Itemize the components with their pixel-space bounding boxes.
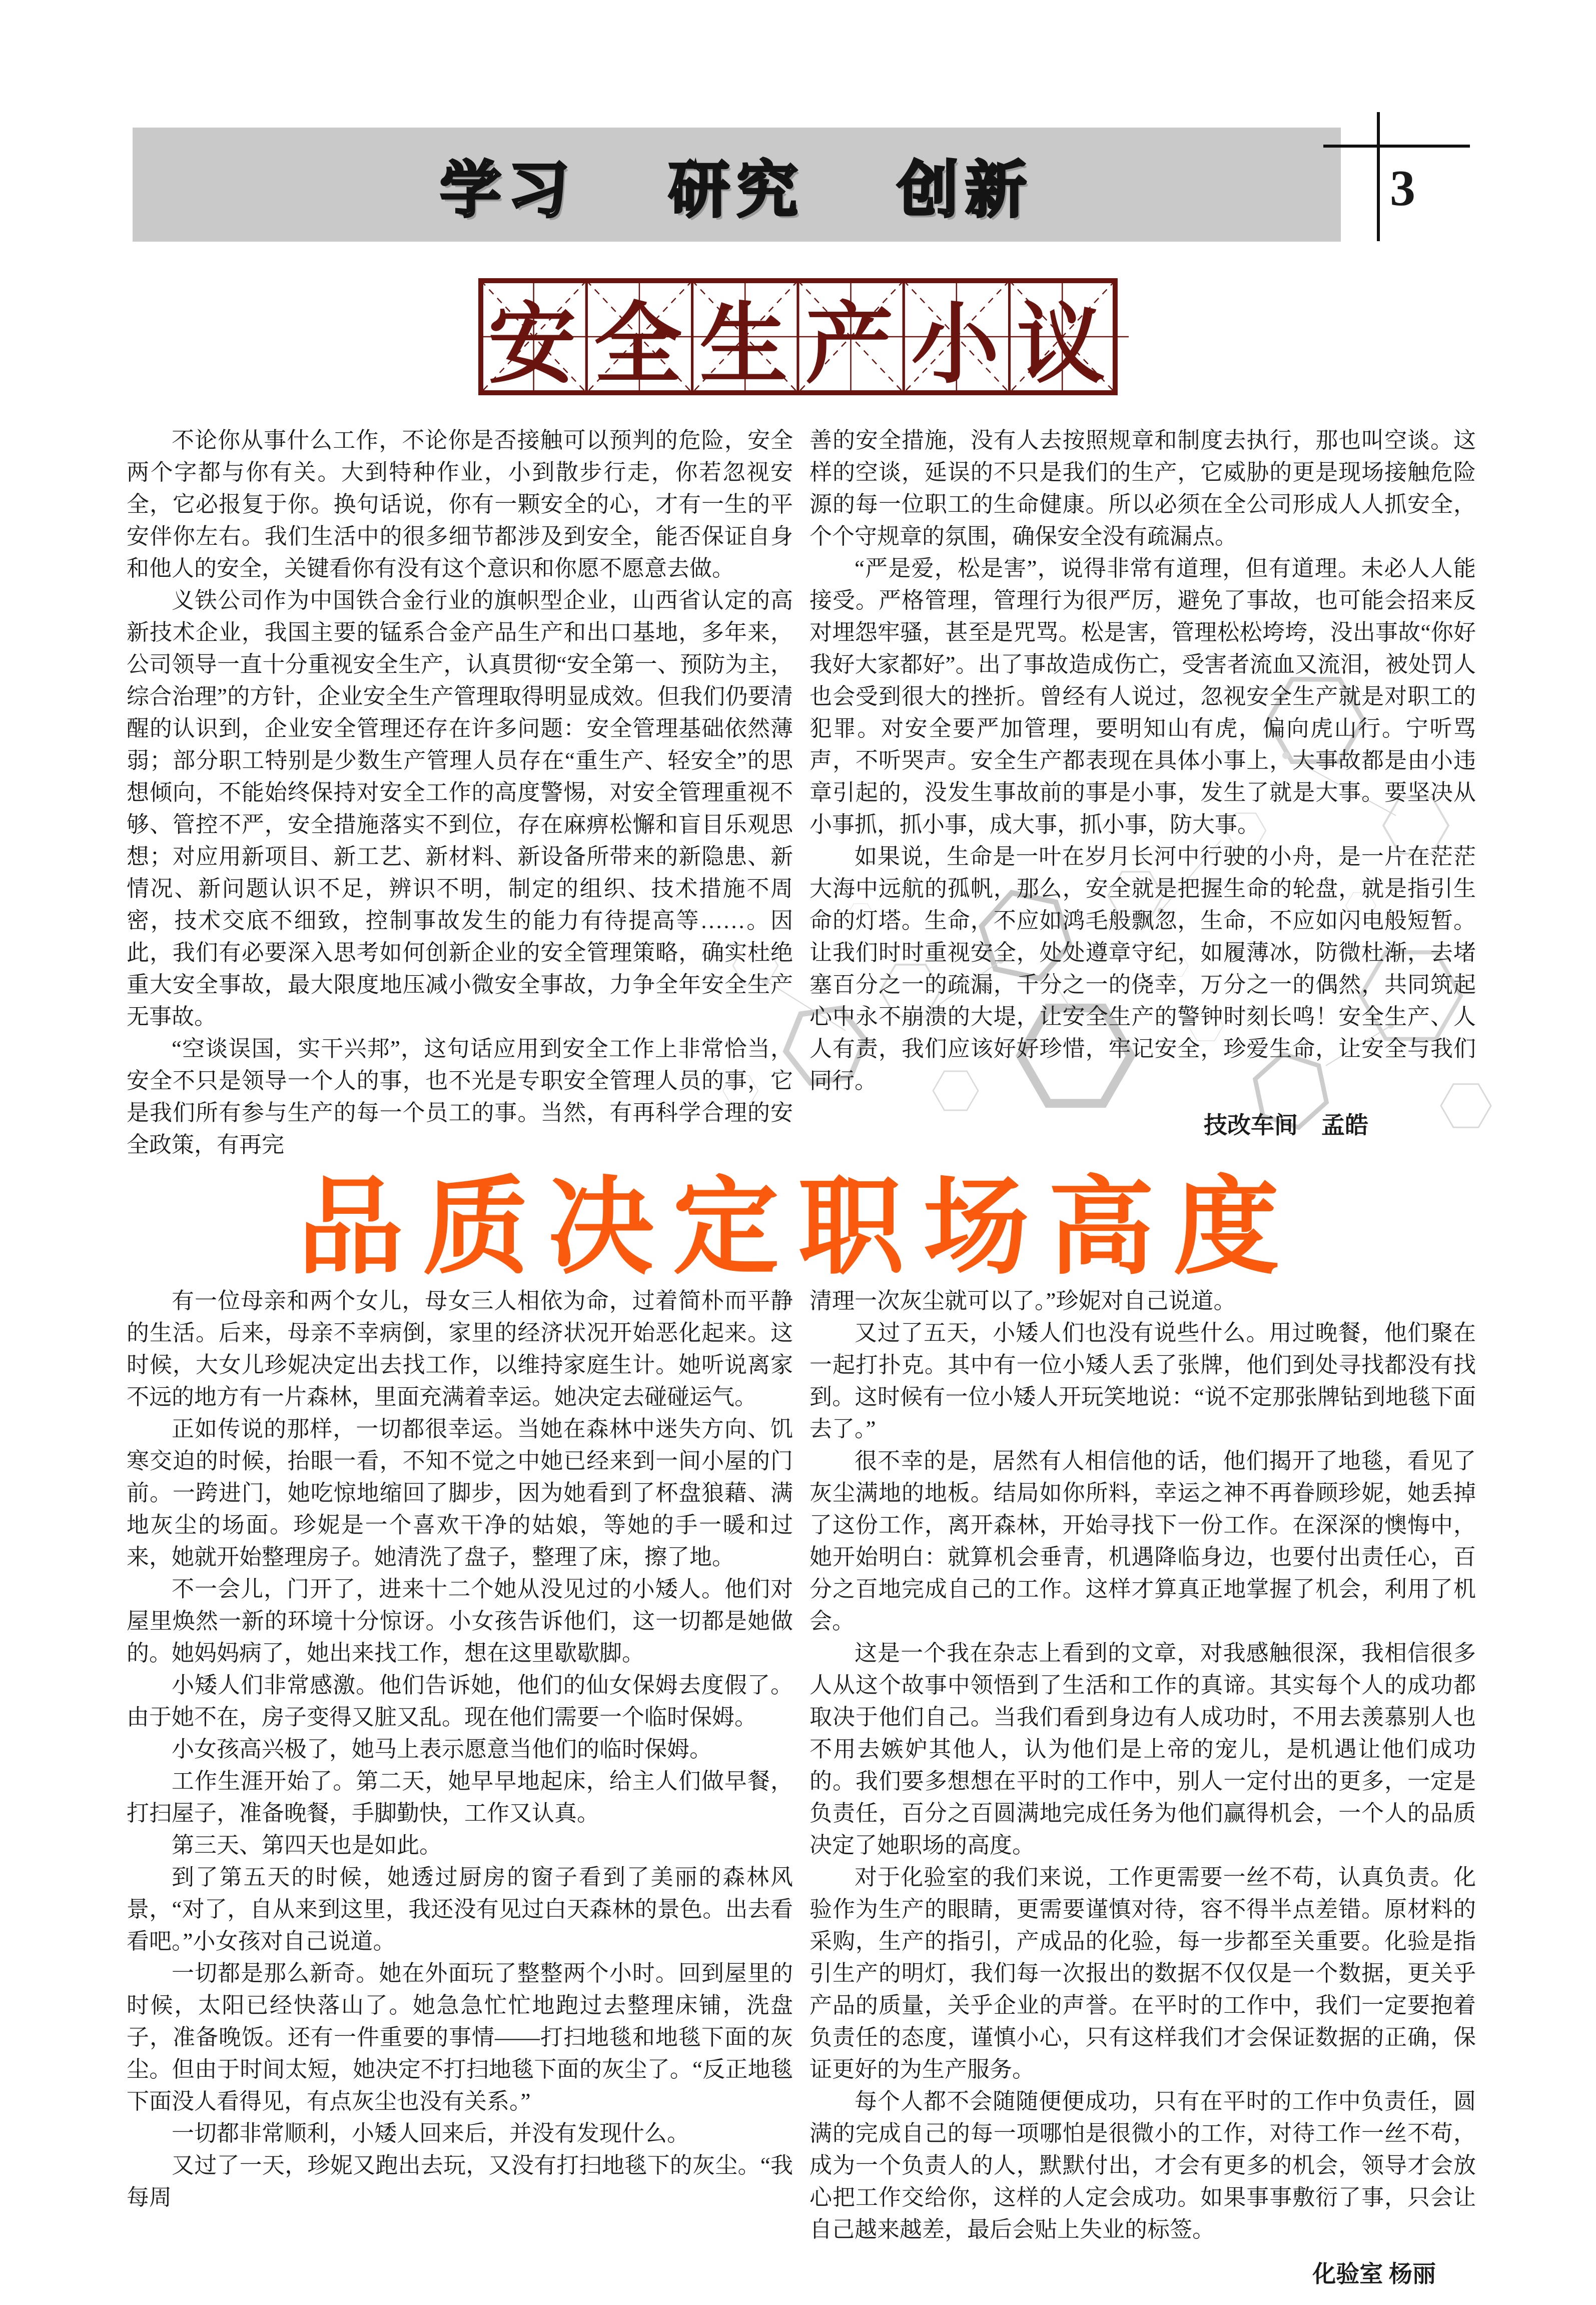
masthead-word-innovate: 创新 bbox=[897, 156, 1034, 224]
title-char: 生 bbox=[699, 296, 788, 394]
paragraph: 第三天、第四天也是如此。 bbox=[172, 1833, 442, 1858]
paragraph: 正如传说的那样，一切都很幸运。当她在森林中迷失方向、饥寒交迫的时候，抬眼一看，不知不觉之中她已经来到一间小屋的门前。一跨进门，她吃惊地缩回了脚步，因为她看到了杯盘狼藉、满地灰尘的场面。珍妮是一个喜欢干净的姑娘，等她的手一暖和过来，她就开始整理房子。她清洗了盘子，整理了床，擦了地。 bbox=[127, 1416, 793, 1570]
masthead-banner bbox=[133, 128, 1341, 242]
article1-title bbox=[479, 279, 1114, 394]
paragraph: 到了第五天的时候，她透过厨房的窗子看到了美丽的森林风景，“对了，自从来到这里，我还没有见过白天森林的景色。出去看看吧。”小女孩对自己说道。 bbox=[127, 1865, 793, 1954]
article2-right-paragraphs bbox=[810, 1285, 1476, 2245]
article1-right-column bbox=[810, 424, 1476, 1142]
paragraph: 工作生涯开始了。第二天，她早早地起床，给主人们做早餐，打扫屋子，准备晚餐，手脚勤快，工作又认真。 bbox=[127, 1769, 793, 1826]
masthead-word-research: 研究 bbox=[668, 156, 805, 224]
paragraph: “空谈误国，实干兴邦”，这句话应用到安全工作上非常恰当，安全不只是领导一个人的事，也不光是专职安全管理人员的事，它是我们所有参与生产的每一个员工的事。当然，有再科学合理的安全政策，有再完 bbox=[127, 1036, 793, 1157]
paragraph: 又过了一天，珍妮又跑出去玩，又没有打扫地毯下的灰尘。“我每周 bbox=[127, 2153, 793, 2210]
article2-left-column bbox=[127, 1285, 793, 2213]
crop-mark-horizontal bbox=[1323, 145, 1470, 148]
article1-title-grid bbox=[479, 279, 1114, 394]
article2-title: 品质决定职场高度 bbox=[298, 1169, 1298, 1287]
title-char: 全 bbox=[593, 296, 682, 394]
paragraph: 小矮人们非常感激。他们告诉她，他们的仙女保姆去度假了。由于她不在，房子变得又脏又乱。现在他们需要一个临时保姆。 bbox=[127, 1673, 793, 1730]
article2-byline: 化验室 杨丽 bbox=[1312, 2261, 1436, 2287]
article1-left-column bbox=[127, 424, 793, 1161]
paragraph: 善的安全措施，没有人去按照规章和制度去执行，那也叫空谈。这样的空谈，延误的不只是我们的生产，它威胁的更是现场接触危险源的每一位职工的生命健康。所以必须在全公司形成人人抓安全，个个守规章的氛围，确保安全没有疏漏点。 bbox=[810, 428, 1476, 549]
article1-byline: 技改车间 孟皓 bbox=[1204, 1113, 1368, 1139]
paragraph: 一切都是那么新奇。她在外面玩了整整两个小时。回到屋里的时候，太阳已经快落山了。她急急忙忙地跑过去整理床铺，洗盘子，准备晚饭。还有一件重要的事情——打扫地毯和地毯下面的灰尘。但由于时间太短，她决定不打扫地毯下面的灰尘了。“反正地毯下面没人看得见，有点灰尘也没有关系。” bbox=[127, 1961, 793, 2114]
article2-right-column bbox=[810, 1285, 1476, 2290]
page-number: 3 bbox=[1390, 160, 1415, 217]
paragraph: 不一会儿，门开了，进来十二个她从没见过的小矮人。他们对屋里焕然一新的环境十分惊讶。小女孩告诉他们，这一切都是她做的。她妈妈病了，她出来找工作，想在这里歇歇脚。 bbox=[127, 1577, 793, 1666]
paragraph: 不论你从事什么工作，不论你是否接触可以预判的危险，安全两个字都与你有关。大到特种作业，小到散步行走，你若忽视安全，它必报复于你。换句话说，你有一颗安全的心，才有一生的平安伴你左右。我们生活中的很多细节都涉及到安全，能否保证自身和他人的安全，关键看你有没有这个意识和你愿不愿意去做。 bbox=[127, 428, 793, 581]
masthead-word-study: 学习 bbox=[440, 156, 576, 224]
paragraph: 如果说，生命是一叶在岁月长河中行驶的小舟，是一片在茫茫大海中远航的孤帆，那么，安全就是把握生命的轮盘，就是指引生命的灯塔。生命，不应如鸿毛般飘忽，生命，不应如闪电般短暂。让我们时时重视安全，处处遵章守纪，如履薄冰，防微杜渐，去堵塞百分之一的疏漏，千分之一的侥幸，万分之一的偶然，共同筑起心中永不崩溃的大堤，让安全生产的警钟时刻长鸣！安全生产、人人有责，我们应该好好珍惜，牢记安全，珍爱生命，让安全与我们同行。 bbox=[810, 844, 1476, 1093]
paragraph: “严是爱，松是害”，说得非常有道理，但有道理。未必人人能接受。严格管理，管理行为很严厉，避免了事故，也可能会招来反对埋怨牢骚，甚至是咒骂。松是害，管理松松垮垮，没出事故“你好我好大家都好”。出了事故造成伤亡，受害者流血又流泪，被处罚人也会受到很大的挫折。曾经有人说过，忽视安全生产就是对职工的犯罪。对安全要严加管理，要明知山有虎，偏向虎山行。宁听骂声，不听哭声。安全生产都表现在具体小事上，大事故都是由小违章引起的，没发生事故前的事是小事，发生了就是大事。要坚决从小事抓，抓小事，成大事，抓小事，防大事。 bbox=[810, 556, 1476, 837]
title-char: 产 bbox=[805, 296, 894, 394]
paragraph: 义铁公司作为中国铁合金行业的旗帜型企业，山西省认定的高新技术企业，我国主要的锰系合金产品生产和出口基地，多年来，公司领导一直十分重视安全生产，认真贯彻“安全第一、预防为主，综合治理”的方针，企业安全生产管理取得明显成效。但我们仍要清醒的认识到，企业安全管理还存在许多问题：安全管理基础依然薄弱；部分职工特别是少数生产管理人员存在“重生产、轻安全”的思想倾向，不能始终保持对安全工作的高度警惕，对安全管理重视不够、管控不严，安全措施落实不到位，存在麻痹松懈和盲目乐观思想；对应用新项目、新工艺、新材料、新设备所带来的新隐患、新情况、新问题认识不足，辨识不明，制定的组织、技术措施不周密，技术交底不细致，控制事故发生的能力有待提高等……。因此，我们有必要深入思考如何创新企业的安全管理策略，确实杜绝重大安全事故，最大限度地压减小微安全事故，力争全年安全生产无事故。 bbox=[127, 588, 793, 1029]
paragraph: 又过了五天，小矮人们也没有说些什么。用过晚餐，他们聚在一起打扑克。其中有一位小矮人丢了张牌，他们到处寻找都没有找到。这时候有一位小矮人开玩笑地说：“说不定那张牌钻到地毯下面去了。” bbox=[810, 1320, 1476, 1441]
paragraph: 有一位母亲和两个女儿，母女三人相依为命，过着简朴而平静的生活。后来，母亲不幸病倒，家里的经济状况开始恶化起来。这时候，大女儿珍妮决定出去找工作，以维持家庭生计。她听说离家不远的地方有一片森林，里面充满着幸运。她决定去碰碰运气。 bbox=[127, 1288, 793, 1409]
paragraph: 很不幸的是，居然有人相信他的话，他们揭开了地毯，看见了灰尘满地的地板。结局如你所料，幸运之神不再眷顾珍妮，她丢掉了这份工作，离开森林，开始寻找下一份工作。在深深的懊悔中，她开始明白：就算机会垂青，机遇降临身边，也要付出责任心，百分之百地完成自己的工作。这样才算真正地掌握了机会，利用了机会。 bbox=[810, 1448, 1476, 1634]
paragraph: 这是一个我在杂志上看到的文章，对我感触很深，我相信很多人从这个故事中领悟到了生活和工作的真谛。其实每个人的成功都取决于他们自己。当我们看到身边有人成功时，不用去羡慕别人也不用去嫉妒其他人，认为他们是上帝的宠儿，是机遇让他们成功的。我们要多想想在平时的工作中，别人一定付出的更多，一定是负责任，百分之百圆满地完成任务为他们赢得机会，一个人的品质决定了她职场的高度。 bbox=[810, 1641, 1476, 1858]
paragraph: 清理一次灰尘就可以了。”珍妮对自己说道。 bbox=[810, 1288, 1236, 1313]
paragraph: 小女孩高兴极了，她马上表示愿意当他们的临时保姆。 bbox=[172, 1737, 712, 1762]
article1-right-paragraphs bbox=[810, 424, 1476, 1097]
title-char: 小 bbox=[911, 296, 999, 394]
paragraph: 每个人都不会随随便便成功，只有在平时的工作中负责任，圆满的完成自己的每一项哪怕是很微小的工作，对待工作一丝不苟，成为一个负责人的人，默默付出，才会有更多的机会，领导才会放心把工作交给你，这样的人定会成功。如果事事敷衍了事，只会让自己越来越差，最后会贴上失业的标签。 bbox=[810, 2089, 1476, 2242]
title-char: 议 bbox=[1017, 296, 1105, 394]
paragraph: 对于化验室的我们来说，工作更需要一丝不苟，认真负责。化验作为生产的眼睛，更需要谨慎对待，容不得半点差错。原材料的采购，生产的指引，产成品的化验，每一步都至关重要。化验是指引生产的明灯，我们每一次报出的数据不仅仅是一个数据，更关乎产品的质量，关乎企业的声誉。在平时的工作中，我们一定要抱着负责任的态度，谨慎小心，只有这样我们才会保证数据的正确，保证更好的为生产服务。 bbox=[810, 1865, 1476, 2082]
title-char: 安 bbox=[488, 296, 576, 394]
crop-mark-vertical bbox=[1377, 112, 1380, 241]
paragraph: 一切都非常顺利，小矮人回来后，并没有发现什么。 bbox=[172, 2121, 690, 2146]
